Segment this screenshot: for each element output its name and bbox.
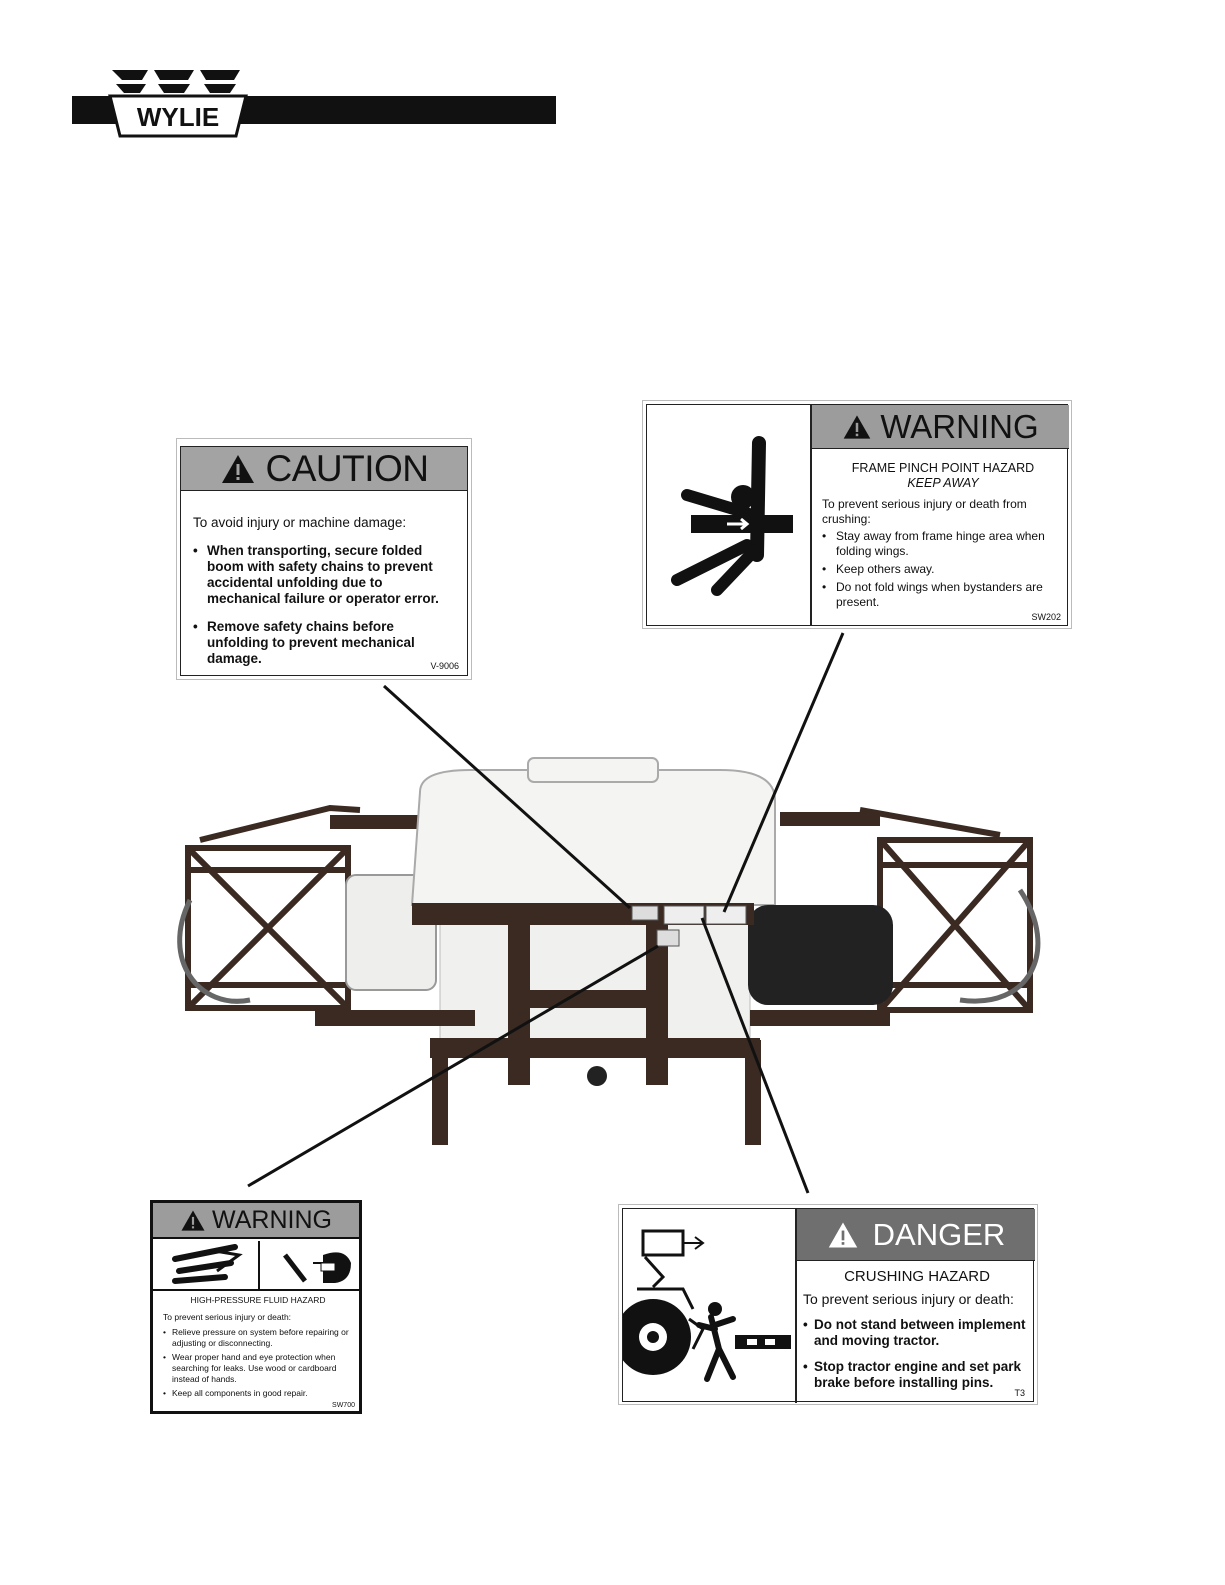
crushing-pictogram [623, 1209, 795, 1401]
warning-fluid-header [153, 1203, 359, 1239]
danger-bullet: • Do not stand between implement and moving tractor. [803, 1317, 1031, 1349]
warning-fluid-label [150, 1200, 362, 1414]
caution-intro: To avoid injury or machine damage: [193, 515, 407, 530]
warning-fluid-title: HIGH-PRESSURE FLUID HAZARD [190, 1295, 326, 1305]
danger-header [797, 1209, 1035, 1261]
warning-fluid-intro: To prevent serious injury or death: [163, 1312, 292, 1322]
warning-pinch-signal-word: WARNING [880, 407, 1039, 445]
warning-fluid-bullet: • Keep all components in good repair. [163, 1388, 353, 1399]
caution-triangle-icon [220, 453, 256, 485]
danger-triangle-icon [827, 1220, 859, 1250]
caution-bullet: • Remove safety chains before unfolding to prevent mechanical damage. [193, 619, 459, 667]
warning-pinch-subtitle: KEEP AWAY [907, 476, 979, 490]
brand-text: WYLIE [136, 102, 220, 132]
warning-triangle-icon [842, 413, 872, 441]
danger-code: T3 [1014, 1388, 1025, 1398]
warning-pinch-bullet: • Stay away from frame hinge area when folding wings. [822, 529, 1064, 559]
left-boom-frame [188, 808, 360, 1008]
danger-title: CRUSHING HAZARD [844, 1268, 990, 1285]
warning-fluid-bullet: • Relieve pressure on system before repairing or adjusting or disconnecting. [163, 1327, 353, 1349]
caution-bullet: • When transporting, secure folded boom with safety chains to prevent accidental unfolding due to mechanical failure or operator error. [193, 543, 459, 607]
warning-fluid-signal-word: WARNING [212, 1205, 332, 1234]
warning-pinch-bullet: • Keep others away. [822, 562, 1064, 577]
caution-code: V-9006 [430, 661, 459, 671]
warning-pinch-title: FRAME PINCH POINT HAZARD [851, 461, 1035, 475]
caution-header [181, 447, 467, 491]
main-tank [412, 770, 775, 905]
danger-signal-word: DANGER [872, 1216, 1006, 1252]
warning-pinch-label [642, 400, 1072, 629]
danger-label [618, 1204, 1038, 1405]
pinch-point-pictogram [647, 405, 810, 625]
warning-pinch-intro: To prevent serious injury or death from crushing: [822, 497, 1027, 526]
warning-fluid-bullet: • Wear proper hand and eye protection when searching for leaks. Use wood or cardboard instead of hands. [163, 1352, 353, 1385]
danger-intro: To prevent serious injury or death: [803, 1291, 1014, 1307]
caution-signal-word: CAUTION [265, 447, 429, 489]
black-tank [748, 905, 893, 1005]
warning-fluid-code: SW700 [332, 1402, 355, 1409]
fluid-injection-pictogram [155, 1241, 359, 1291]
caution-label [176, 438, 472, 680]
warning-pinch-header [812, 405, 1069, 449]
danger-bullet: • Stop tractor engine and set park brake before installing pins. [803, 1359, 1031, 1391]
warning-pinch-bullet: • Do not fold wings when bystanders are present. [822, 580, 1064, 610]
warning-fluid-triangle-icon [180, 1209, 206, 1232]
warning-pinch-code: SW202 [1031, 612, 1061, 622]
